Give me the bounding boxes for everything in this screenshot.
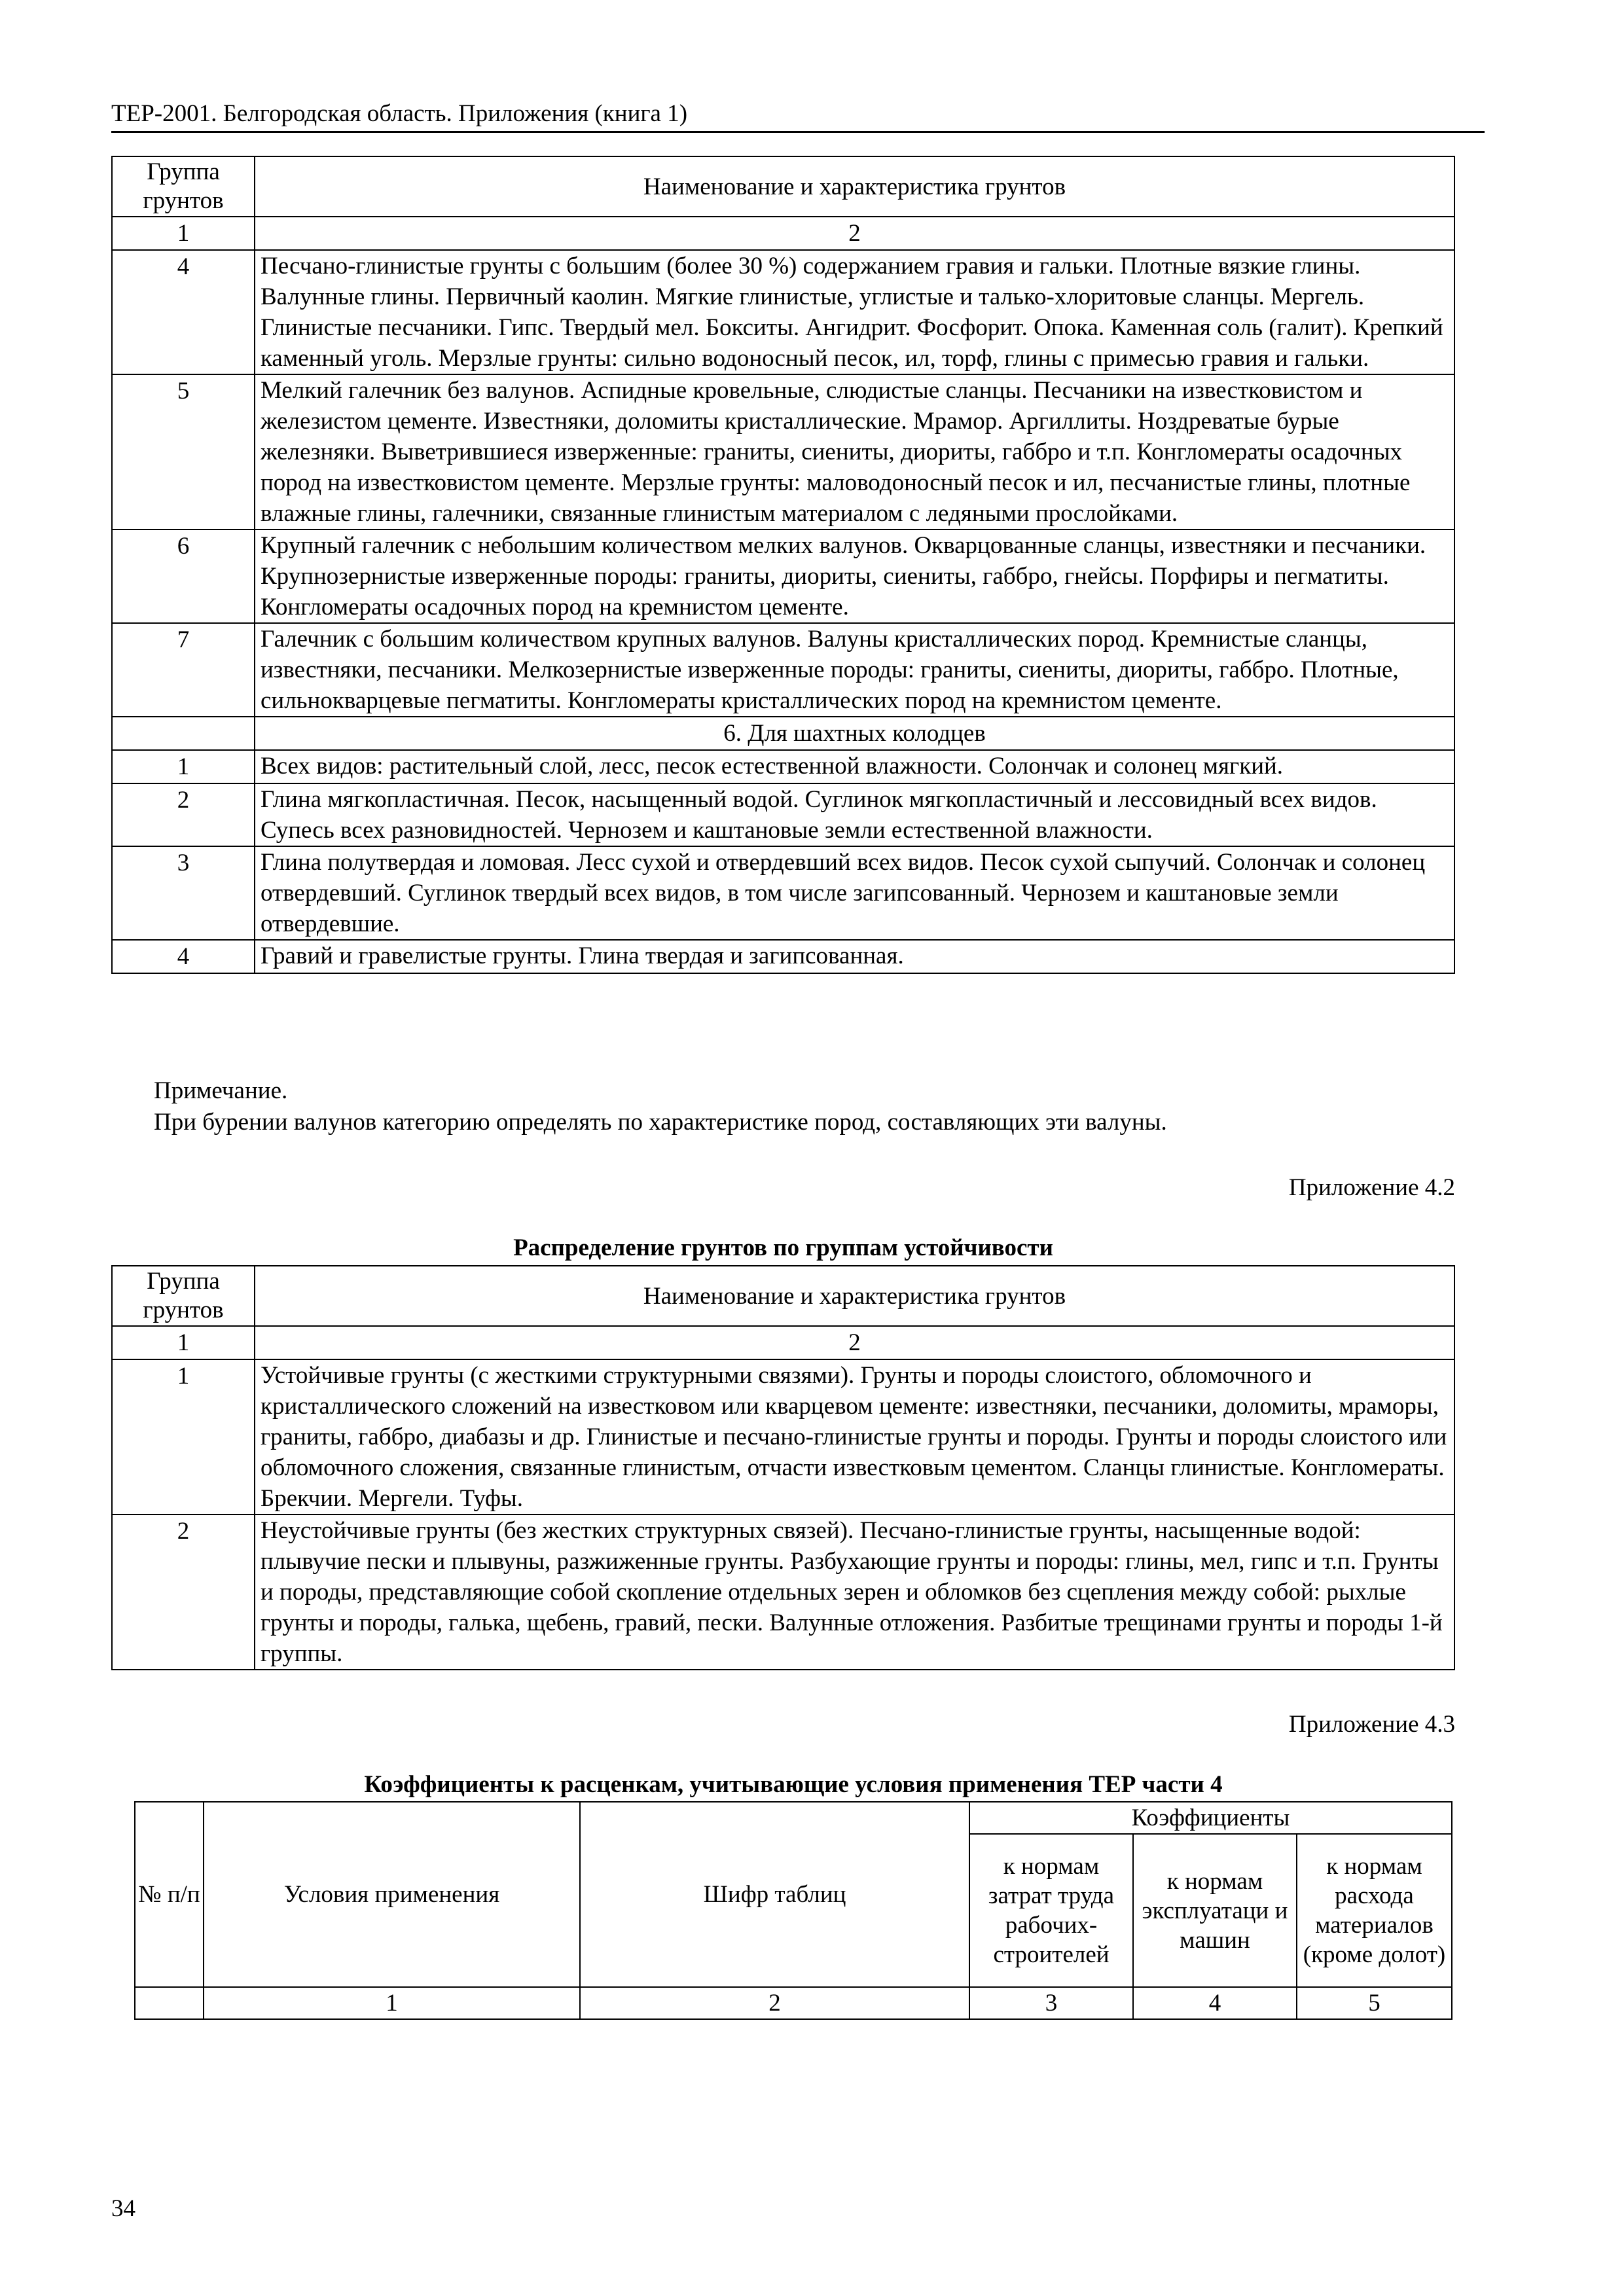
table-row: [112, 783, 1454, 846]
note-text: При бурении валунов категорию определять по характеристике пород, составляющих эти валуны.: [154, 1109, 1167, 1136]
description-cell: Всех видов: растительный слой, лесс, песок естественной влажности. Солончак и солонец мягкий.: [255, 750, 1454, 783]
col-number: 1: [204, 1987, 580, 2019]
description-cell: Глина мягкопластичная. Песок, насыщенный водой. Суглинок мягкопластичный и лессовидный всех видов. Супесь всех разновидностей. Чернозем и каштановые земли естественной влажности.: [255, 783, 1454, 846]
group-cell: 4: [112, 250, 255, 374]
table-row: [112, 846, 1454, 940]
description-cell: Мелкий галечник без валунов. Аспидные кровельные, слюдистые сланцы. Песчаники на известковистом и железистом цементе. Известняки, доломиты кристаллические. Мрамор. Аргиллиты. Ноздреватые бурые железняки. Выветрившиеся изверженные: граниты, сиениты, диориты, габбро и т.п. Конгломераты осадочных пород на известковистом цементе. Мерзлые грунты: маловодоносный песок и ил, песчанистые глины, плотные влажные глины, галечники, связанные глинистым материалом с ледяными прослойками.: [255, 374, 1454, 529]
group-cell: 1: [112, 1359, 255, 1515]
group-cell: 4: [112, 940, 255, 973]
table-row: [112, 374, 1454, 529]
group-cell: 5: [112, 374, 255, 529]
table-row: [112, 623, 1454, 717]
appendix-4-3-label: Приложение 4.3: [1288, 1711, 1455, 1738]
col-number: 3: [969, 1987, 1133, 2019]
description-cell: Устойчивые грунты (с жесткими структурными связями). Грунты и породы слоистого, обломочного и кристаллического сложений на известковом или кварцевом цементе: известняки, песчаники, доломиты, мраморы, граниты, габбро, диабазы и др. Глинистые и песчано-глинистые грунты и породы. Грунты и породы слоистого или обломочного сложения, связанные глинистым, отчасти известковым цементом. Сланцы глинистые. Конгломераты. Брекчии. Мергели. Туфы.: [255, 1359, 1454, 1515]
col-group-header: Группа грунтов: [112, 156, 255, 217]
column-numbers-row: [112, 217, 1454, 250]
col-number: 2: [580, 1987, 969, 2019]
col-materials-header: к нормам расхода материалов (кроме долот): [1297, 1834, 1452, 1987]
column-numbers-row: [112, 1326, 1454, 1359]
appendix-4-3-title: Коэффициенты к расценкам, учитывающие условия применения ТЕР части 4: [364, 1771, 1223, 1798]
col-group-header: Группа грунтов: [112, 1266, 255, 1326]
coefficients-table: [134, 1801, 1453, 2020]
empty-cell: [112, 717, 255, 750]
appendix-4-2-title: Распределение грунтов по группам устойчивости: [513, 1234, 1053, 1261]
description-cell: Глина полутвердая и ломовая. Лесс сухой и отвердевший всех видов. Песок сухой сыпучий. Солончак и солонец отвердевший. Суглинок твердый всех видов, в том числе загипсованный. Чернозем и каштановые земли отвердевшие.: [255, 846, 1454, 940]
col-number: 4: [1133, 1987, 1297, 2019]
table-header-row: [135, 1802, 1452, 1834]
table-row: [112, 940, 1454, 973]
table-row: [112, 250, 1454, 374]
soil-groups-table: [111, 156, 1455, 974]
description-cell: Гравий и гравелистые грунты. Глина твердая и загипсованная.: [255, 940, 1454, 973]
col-code-header: Шифр таблиц: [580, 1802, 969, 1987]
col-num-header: № п/п: [135, 1802, 204, 1987]
table-header-row: [112, 156, 1454, 217]
appendix-4-2-label: Приложение 4.2: [1288, 1174, 1455, 1201]
col-name-header: Наименование и характеристика грунтов: [255, 1266, 1454, 1326]
col-number: 2: [255, 1326, 1454, 1359]
table-row: [112, 750, 1454, 783]
group-cell: 2: [112, 1515, 255, 1670]
group-cell: 7: [112, 623, 255, 717]
note-label: Примечание.: [154, 1077, 288, 1104]
section-row: [112, 717, 1454, 750]
description-cell: Песчано-глинистые грунты с большим (более 30 %) содержанием гравия и гальки. Плотные вязкие глины. Валунные глины. Первичный каолин. Мягкие глинистые, углистые и талько-хлоритовые сланцы. Мергель. Глинистые песчаники. Гипс. Твердый мел. Бокситы. Ангидрит. Фосфорит. Опока. Каменная соль (галит). Крепкий каменный уголь. Мерзлые грунты: сильно водоносный песок, ил, торф, глины с примесью гравия и гальки.: [255, 250, 1454, 374]
table-row: [112, 529, 1454, 623]
table-row: [112, 1359, 1454, 1515]
description-cell: Крупный галечник с небольшим количеством мелких валунов. Окварцованные сланцы, известняки и песчаники. Крупнозернистые изверженные породы: граниты, диориты, сиениты, габбро, гнейсы. Порфиры и пегматиты. Конгломераты осадочных пород на кремнистом цементе.: [255, 529, 1454, 623]
group-cell: 1: [112, 750, 255, 783]
group-cell: 2: [112, 783, 255, 846]
col-number: 2: [255, 217, 1454, 250]
table-row: [112, 1515, 1454, 1670]
page-header: ТЕР-2001. Белгородская область. Приложения (книга 1): [111, 99, 1485, 133]
column-numbers-row: [135, 1987, 1452, 2019]
col-conditions-header: Условия применения: [204, 1802, 580, 1987]
group-cell: 3: [112, 846, 255, 940]
col-name-header: Наименование и характеристика грунтов: [255, 156, 1454, 217]
description-cell: Галечник с большим количеством крупных валунов. Валуны кристаллических пород. Кремнистые сланцы, известняки, песчаники. Мелкозернистые изверженные породы: граниты, сиениты, диориты, габбро. Плотные, сильнокварцевые пегматиты. Конгломераты кристаллических пород на кремнистом цементе.: [255, 623, 1454, 717]
col-coefficients-header: Коэффициенты: [969, 1802, 1452, 1834]
empty-cell: [135, 1987, 204, 2019]
group-cell: 6: [112, 529, 255, 623]
col-number: 5: [1297, 1987, 1452, 2019]
col-labor-header: к нормам затрат труда рабочих-строителей: [969, 1834, 1133, 1987]
stability-groups-table: [111, 1265, 1455, 1670]
col-number: 1: [112, 217, 255, 250]
col-machines-header: к нормам эксплуатаци и машин: [1133, 1834, 1297, 1987]
page-number: 34: [111, 2195, 135, 2222]
section-heading: 6. Для шахтных колодцев: [255, 717, 1454, 750]
col-number: 1: [112, 1326, 255, 1359]
table-header-row: [112, 1266, 1454, 1326]
description-cell: Неустойчивые грунты (без жестких структурных связей). Песчано-глинистые грунты, насыщенные водой: плывучие пески и плывуны, разжиженные грунты. Разбухающие грунты и породы: глины, мел, гипс и т.п. Грунты и породы, представляющие собой скопление отдельных зерен и обломков без сцепления между собой: рыхлые грунты и породы, галька, щебень, гравий, пески. Валунные отложения. Разбитые трещинами грунты и породы 1-й группы.: [255, 1515, 1454, 1670]
